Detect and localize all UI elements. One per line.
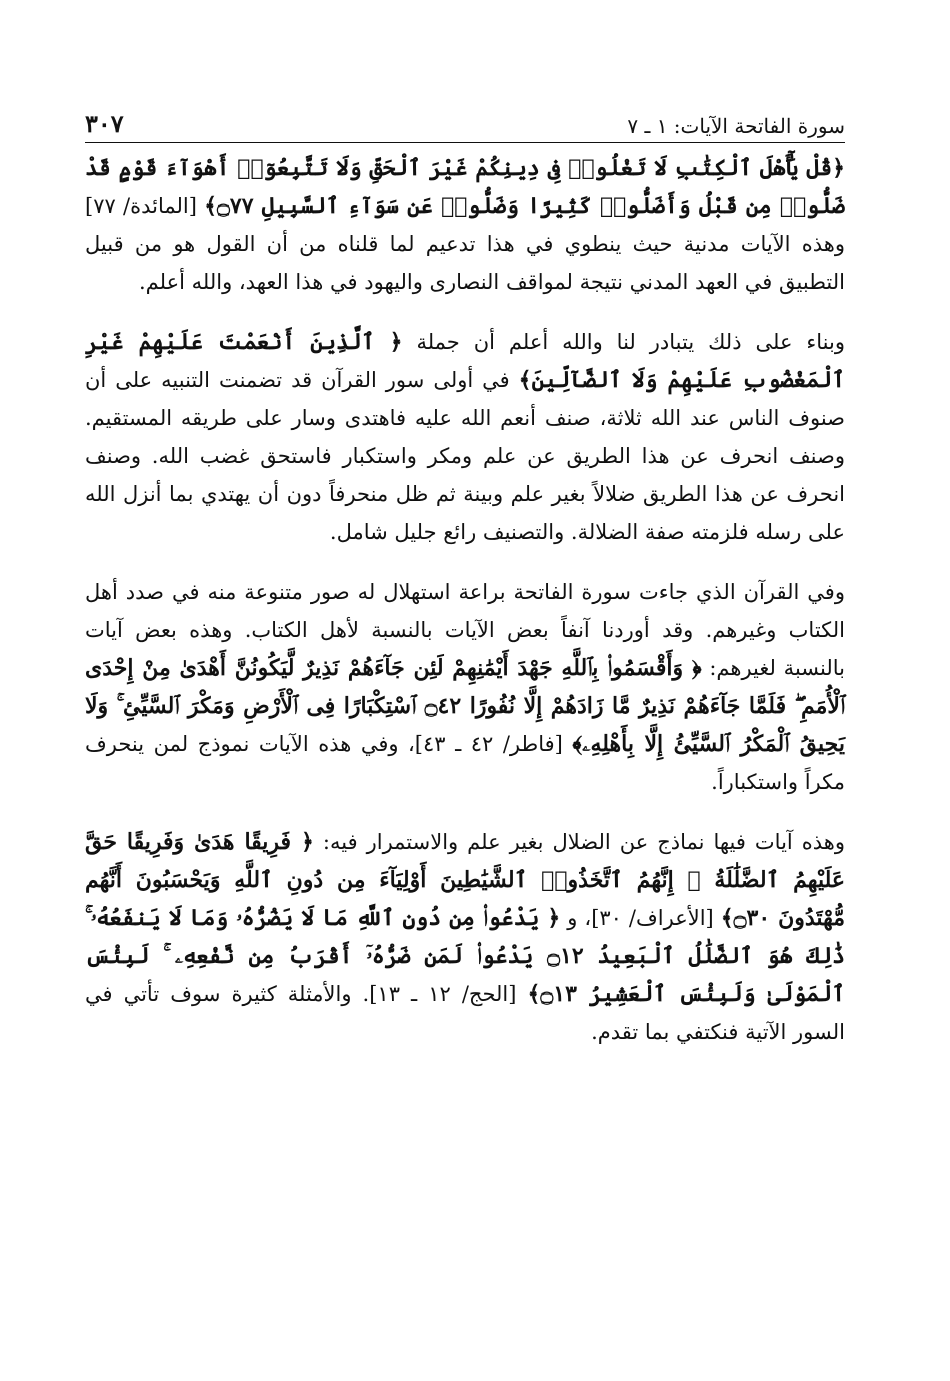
paragraph-2 [85, 323, 845, 551]
page-header [85, 98, 845, 138]
paragraph-text: في أولى سور القرآن قد تضمنت التنبيه على أن صنوف الناس عند الله ثلاثة، صنف أنعم الله عليه فاهتدى وسار على طريقه المستقيم. وصنف انحرف عن هذا الطريق عن علم ومكر واستكبار فاستحق غضب الله. وصنف انحرف عن هذا الطريق ضلالاً بغير علم وبينة ثم ظل منحرفاً دون أن يهتدي بما أنزل الله على رسله فلزمته صفة الضلالة. والتصنيف رائع جليل شامل. [85, 368, 845, 544]
paragraph-lead: وهذه آيات فيها نماذج عن الضلال بغير علم والاستمرار فيه: [313, 830, 845, 854]
paragraph-text: [فاطر/ ٤٢ ـ ٤٣]، وفي هذه الآيات نموذج لمن ينحرف مكراً واستكباراً. [85, 732, 845, 794]
paragraph-4 [85, 823, 845, 1051]
paragraph-lead: وفي القرآن الذي جاءت سورة الفاتحة براعة استهلال له صور متنوعة منه في صدد أهل الكتاب وغيرهم. وقد أوردنا آنفاً بعض الآيات بالنسبة لأهل الكتاب. وهذه بعض آيات بالنسبة لغيرهم: [85, 580, 845, 680]
paragraph-lead: وبناء على ذلك يتبادر لنا والله أعلم أن جملة [402, 330, 846, 354]
page-number: ٣٠٧ [85, 109, 124, 138]
running-title: سورة الفاتحة الآيات: ١ ـ ٧ [627, 114, 845, 138]
quran-verse: ﴿ فَرِيقًا هَدَىٰ وَفَرِيقًا حَقَّ عَلَيْهِمُ ٱلضَّلَٰلَةُ ۗ إِنَّهُمُ ٱتَّخَذُوا۟ ٱلشَّيَٰطِينَ أَوْلِيَآءَ مِن دُونِ ٱللَّهِ وَيَحْسَبُونَ أَنَّهُم مُّهْتَدُونَ ۝٣٠﴾ [85, 829, 845, 931]
header-rule [85, 142, 845, 143]
paragraph-3 [85, 573, 845, 801]
page [85, 98, 845, 1051]
quran-verse: ﴿ وَأَقْسَمُوا۟ بِٱللَّهِ جَهْدَ أَيْمَٰنِهِمْ لَئِن جَآءَهُمْ نَذِيرٌ لَّيَكُونُنَّ أَهْدَىٰ مِنْ إِحْدَى ٱلْأُمَمِ ۖ فَلَمَّا جَآءَهُمْ نَذِيرٌ مَّا زَادَهُمْ إِلَّا نُفُورًا ۝٤٢ ٱسْتِكْبَارًا فِى ٱلْأَرْضِ وَمَكْرَ ٱلسَّيِّئِ ۚ وَلَا يَحِيقُ ٱلْمَكْرُ ٱلسَّيِّئُ إِلَّا بِأَهْلِهِۦ﴾ [85, 655, 845, 757]
quran-verse: ﴿ ٱلَّذِينَ أَنْعَمْتَ عَلَيْهِمْ غَيْرِ ٱلْمَغْضُوبِ عَلَيْهِمْ وَلَا ٱلضَّآلِّينَ﴾ [85, 329, 845, 393]
quran-verse-2: ﴿ يَدْعُوا۟ مِن دُونِ ٱللَّهِ مَا لَا يَضُرُّهُۥ وَمَا لَا يَنفَعُهُۥ ۚ ذَٰلِكَ هُوَ ٱلضَّلَٰلُ ٱلْبَعِيدُ ۝١٢ يَدْعُوا۟ لَمَن ضَرُّهُۥٓ أَقْرَبُ مِن نَّفْعِهِۦ ۚ لَبِئْسَ ٱلْمَوْلَىٰ وَلَبِئْسَ ٱلْعَشِيرُ ۝١٣﴾ [85, 905, 845, 1007]
paragraph-1 [85, 149, 845, 301]
paragraph-text: [المائدة/ ٧٧] وهذه الآيات مدنية حيث ينطوي في هذا تدعيم لما قلناه من أن القول هو من قبيل التطبيق في العهد المدني نتيجة لمواقف النصارى واليهود في هذا العهد، والله أعلم. [85, 194, 845, 294]
quran-verse: ﴿قُلْ يَٰٓأَهْلَ ٱلْكِتَٰبِ لَا تَغْلُوا۟ فِى دِينِكُمْ غَيْرَ ٱلْحَقِّ وَلَا تَتَّبِعُوٓا۟ أَهْوَآءَ قَوْمٍ قَدْ ضَلُّوا۟ مِن قَبْلُ وَأَضَلُّوا۟ كَثِيرًا وَضَلُّوا۟ عَن سَوَآءِ ٱلسَّبِيلِ ۝٧٧﴾ [85, 155, 845, 219]
paragraph-mid: [الأعراف/ ٣٠]، و [560, 906, 721, 930]
paragraph-text: [الحج/ ١٢ ـ ١٣]. والأمثلة كثيرة سوف تأتي في السور الآتية فنكتفي بما تقدم. [85, 982, 845, 1044]
